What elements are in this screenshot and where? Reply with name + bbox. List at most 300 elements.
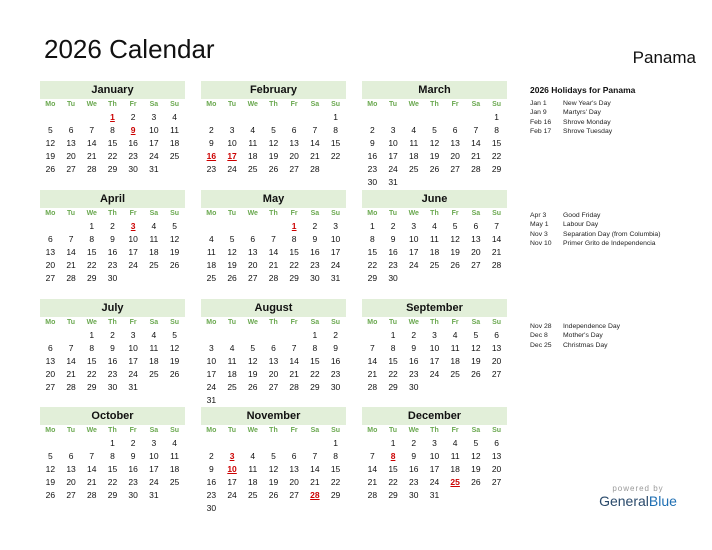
day-cell[interactable]: 16 bbox=[409, 464, 419, 474]
day-cell[interactable]: 27 bbox=[248, 273, 258, 283]
day-cell[interactable]: 26 bbox=[169, 260, 180, 270]
day-cell[interactable]: 8 bbox=[333, 125, 338, 135]
day-cell[interactable]: 8 bbox=[291, 234, 297, 244]
day-cell[interactable]: 3 bbox=[229, 451, 235, 461]
day-cell[interactable]: 4 bbox=[250, 125, 256, 135]
day-cell[interactable]: 2 bbox=[333, 330, 338, 340]
day-cell[interactable]: 3 bbox=[130, 330, 136, 340]
day-cell[interactable]: 28 bbox=[289, 382, 299, 392]
day-cell[interactable]: 4 bbox=[151, 330, 157, 340]
day-cell[interactable]: 14 bbox=[310, 138, 320, 148]
day-cell[interactable]: 3 bbox=[333, 221, 338, 231]
day-cell[interactable]: 7 bbox=[89, 451, 95, 461]
day-cell[interactable]: 28 bbox=[491, 260, 502, 270]
day-cell[interactable]: 26 bbox=[268, 164, 279, 174]
day-cell[interactable]: 6 bbox=[473, 221, 479, 231]
day-cell[interactable]: 21 bbox=[268, 260, 279, 270]
day-cell[interactable]: 22 bbox=[388, 369, 398, 379]
day-cell[interactable]: 30 bbox=[128, 490, 138, 500]
day-cell[interactable]: 2 bbox=[110, 330, 115, 340]
day-cell[interactable]: 6 bbox=[271, 343, 276, 353]
day-cell[interactable]: 7 bbox=[369, 343, 375, 353]
day-cell[interactable]: 9 bbox=[110, 343, 115, 353]
day-cell[interactable]: 18 bbox=[429, 247, 440, 257]
day-cell[interactable]: 8 bbox=[333, 451, 338, 461]
day-cell[interactable]: 29 bbox=[289, 273, 299, 283]
day-cell[interactable]: 14 bbox=[367, 356, 378, 366]
day-cell[interactable]: 30 bbox=[409, 490, 419, 500]
day-cell[interactable]: 11 bbox=[430, 234, 439, 244]
brand-logo[interactable] bbox=[590, 484, 686, 509]
day-cell[interactable]: 13 bbox=[450, 138, 460, 148]
day-cell[interactable]: 23 bbox=[388, 260, 398, 270]
day-cell[interactable]: 8 bbox=[390, 451, 396, 461]
day-cell[interactable]: 19 bbox=[45, 477, 56, 487]
day-cell[interactable]: 28 bbox=[367, 490, 378, 500]
day-cell[interactable]: 2 bbox=[312, 221, 318, 231]
day-cell[interactable]: 29 bbox=[87, 273, 97, 283]
day-cell[interactable]: 15 bbox=[289, 247, 299, 257]
day-cell[interactable]: 9 bbox=[312, 234, 318, 244]
day-cell[interactable]: 28 bbox=[471, 164, 481, 174]
day-cell[interactable]: 13 bbox=[289, 138, 299, 148]
day-cell[interactable]: 25 bbox=[227, 382, 237, 392]
day-cell[interactable]: 29 bbox=[87, 382, 97, 392]
day-cell[interactable]: 17 bbox=[128, 356, 138, 366]
day-cell[interactable]: 24 bbox=[128, 369, 138, 379]
day-cell[interactable]: 25 bbox=[169, 151, 180, 161]
day-cell[interactable]: 31 bbox=[330, 273, 341, 283]
day-cell[interactable]: 26 bbox=[169, 369, 180, 379]
day-cell[interactable]: 29 bbox=[491, 164, 502, 174]
day-cell[interactable]: 20 bbox=[268, 369, 279, 379]
day-cell[interactable]: 19 bbox=[450, 247, 460, 257]
day-cell[interactable]: 10 bbox=[128, 234, 138, 244]
day-cell[interactable]: 19 bbox=[227, 260, 237, 270]
day-cell[interactable]: 12 bbox=[248, 356, 258, 366]
day-cell[interactable]: 16 bbox=[388, 247, 398, 257]
day-cell[interactable]: 10 bbox=[330, 234, 341, 244]
day-cell[interactable]: 12 bbox=[429, 138, 440, 148]
day-cell[interactable]: 24 bbox=[149, 477, 159, 487]
day-cell[interactable]: 13 bbox=[491, 451, 502, 461]
day-cell[interactable]: 19 bbox=[169, 247, 180, 257]
day-cell[interactable]: 13 bbox=[491, 343, 502, 353]
day-cell[interactable]: 7 bbox=[68, 343, 74, 353]
day-cell[interactable]: 26 bbox=[471, 369, 481, 379]
day-cell[interactable]: 4 bbox=[452, 330, 458, 340]
day-cell[interactable]: 2 bbox=[130, 112, 136, 122]
day-cell[interactable]: 26 bbox=[227, 273, 237, 283]
day-cell[interactable]: 10 bbox=[149, 451, 159, 461]
day-cell[interactable]: 13 bbox=[45, 247, 56, 257]
day-cell[interactable]: 2 bbox=[390, 221, 396, 231]
day-cell[interactable]: 20 bbox=[66, 477, 76, 487]
day-cell[interactable]: 17 bbox=[409, 247, 419, 257]
day-cell[interactable]: 2 bbox=[130, 438, 136, 448]
day-cell[interactable]: 14 bbox=[268, 247, 279, 257]
day-cell[interactable]: 30 bbox=[107, 382, 118, 392]
day-cell[interactable]: 17 bbox=[429, 356, 440, 366]
day-cell[interactable]: 11 bbox=[450, 343, 460, 353]
day-cell[interactable]: 5 bbox=[229, 234, 235, 244]
day-cell[interactable]: 4 bbox=[172, 112, 177, 122]
day-cell[interactable]: 10 bbox=[149, 125, 159, 135]
day-cell[interactable]: 21 bbox=[87, 151, 97, 161]
day-cell[interactable]: 28 bbox=[66, 382, 76, 392]
day-cell[interactable]: 19 bbox=[268, 151, 279, 161]
day-cell[interactable]: 9 bbox=[390, 234, 396, 244]
day-cell[interactable]: 18 bbox=[248, 151, 258, 161]
day-cell[interactable]: 17 bbox=[330, 247, 341, 257]
day-cell[interactable]: 12 bbox=[227, 247, 237, 257]
day-cell[interactable]: 5 bbox=[47, 125, 53, 135]
day-cell[interactable]: 16 bbox=[107, 356, 118, 366]
day-cell[interactable]: 22 bbox=[87, 369, 97, 379]
day-cell[interactable]: 30 bbox=[367, 177, 378, 187]
day-cell[interactable]: 30 bbox=[388, 273, 398, 283]
day-cell[interactable]: 25 bbox=[149, 260, 159, 270]
day-cell[interactable]: 18 bbox=[149, 247, 159, 257]
day-cell[interactable]: 30 bbox=[409, 382, 419, 392]
day-cell[interactable]: 2 bbox=[369, 125, 375, 135]
day-cell[interactable]: 26 bbox=[471, 477, 481, 487]
day-cell[interactable]: 14 bbox=[87, 464, 97, 474]
day-cell[interactable]: 12 bbox=[169, 343, 180, 353]
day-cell[interactable]: 20 bbox=[471, 247, 481, 257]
day-cell[interactable]: 19 bbox=[429, 151, 440, 161]
day-cell[interactable]: 3 bbox=[229, 125, 235, 135]
day-cell[interactable]: 4 bbox=[229, 343, 235, 353]
day-cell[interactable]: 3 bbox=[208, 343, 214, 353]
day-cell[interactable]: 1 bbox=[291, 221, 297, 231]
day-cell[interactable]: 9 bbox=[208, 138, 214, 148]
day-cell[interactable]: 1 bbox=[494, 112, 499, 122]
day-cell[interactable]: 27 bbox=[268, 382, 279, 392]
day-cell[interactable]: 22 bbox=[107, 477, 118, 487]
day-cell[interactable]: 1 bbox=[333, 438, 338, 448]
day-cell[interactable]: 10 bbox=[227, 464, 237, 474]
day-cell[interactable]: 11 bbox=[409, 138, 419, 148]
day-cell[interactable]: 23 bbox=[107, 369, 118, 379]
day-cell[interactable]: 18 bbox=[169, 138, 180, 148]
day-cell[interactable]: 23 bbox=[107, 260, 118, 270]
day-cell[interactable]: 11 bbox=[170, 125, 179, 135]
day-cell[interactable]: 19 bbox=[45, 151, 56, 161]
day-cell[interactable]: 16 bbox=[310, 247, 320, 257]
day-cell[interactable]: 20 bbox=[66, 151, 76, 161]
day-cell[interactable]: 3 bbox=[151, 438, 157, 448]
day-cell[interactable]: 14 bbox=[491, 234, 502, 244]
day-cell[interactable]: 18 bbox=[248, 477, 258, 487]
day-cell[interactable]: 22 bbox=[330, 151, 341, 161]
day-cell[interactable]: 24 bbox=[330, 260, 341, 270]
day-cell[interactable]: 13 bbox=[289, 464, 299, 474]
day-cell[interactable]: 10 bbox=[429, 343, 440, 353]
day-cell[interactable]: 21 bbox=[289, 369, 299, 379]
day-cell[interactable]: 1 bbox=[333, 112, 338, 122]
day-cell[interactable]: 17 bbox=[149, 464, 159, 474]
day-cell[interactable]: 1 bbox=[369, 221, 375, 231]
day-cell[interactable]: 3 bbox=[411, 221, 417, 231]
day-cell[interactable]: 1 bbox=[89, 221, 95, 231]
day-cell[interactable]: 23 bbox=[206, 164, 217, 174]
day-cell[interactable]: 12 bbox=[45, 464, 56, 474]
day-cell[interactable]: 20 bbox=[491, 356, 502, 366]
day-cell[interactable]: 4 bbox=[411, 125, 417, 135]
day-cell[interactable]: 6 bbox=[291, 451, 297, 461]
day-cell[interactable]: 18 bbox=[227, 369, 237, 379]
day-cell[interactable]: 17 bbox=[429, 464, 440, 474]
day-cell[interactable]: 15 bbox=[367, 247, 378, 257]
day-cell[interactable]: 23 bbox=[330, 369, 341, 379]
day-cell[interactable]: 31 bbox=[149, 490, 159, 500]
day-cell[interactable]: 16 bbox=[409, 356, 419, 366]
day-cell[interactable]: 13 bbox=[45, 356, 56, 366]
day-cell[interactable]: 14 bbox=[87, 138, 97, 148]
day-cell[interactable]: 12 bbox=[268, 138, 279, 148]
day-cell[interactable]: 29 bbox=[107, 490, 118, 500]
day-cell[interactable]: 8 bbox=[89, 234, 95, 244]
day-cell[interactable]: 26 bbox=[45, 490, 56, 500]
day-cell[interactable]: 31 bbox=[128, 382, 138, 392]
day-cell[interactable]: 19 bbox=[268, 477, 279, 487]
day-cell[interactable]: 22 bbox=[330, 477, 341, 487]
day-cell[interactable]: 5 bbox=[452, 221, 458, 231]
day-cell[interactable]: 12 bbox=[471, 451, 481, 461]
day-cell[interactable]: 16 bbox=[367, 151, 378, 161]
day-cell[interactable]: 24 bbox=[429, 369, 440, 379]
day-cell[interactable]: 6 bbox=[47, 343, 53, 353]
day-cell[interactable]: 28 bbox=[268, 273, 279, 283]
day-cell[interactable]: 19 bbox=[471, 464, 481, 474]
day-cell[interactable]: 7 bbox=[473, 125, 479, 135]
day-cell[interactable]: 9 bbox=[369, 138, 375, 148]
day-cell[interactable]: 17 bbox=[227, 477, 237, 487]
day-cell[interactable]: 1 bbox=[312, 330, 318, 340]
day-cell[interactable]: 17 bbox=[128, 247, 138, 257]
day-cell[interactable]: 13 bbox=[268, 356, 279, 366]
day-cell[interactable]: 6 bbox=[250, 234, 256, 244]
day-cell[interactable]: 14 bbox=[289, 356, 299, 366]
day-cell[interactable]: 21 bbox=[310, 477, 320, 487]
day-cell[interactable]: 3 bbox=[432, 330, 437, 340]
day-cell[interactable]: 4 bbox=[208, 234, 214, 244]
day-cell[interactable]: 20 bbox=[248, 260, 258, 270]
day-cell[interactable]: 3 bbox=[390, 125, 396, 135]
day-cell[interactable]: 9 bbox=[411, 343, 417, 353]
day-cell[interactable]: 7 bbox=[68, 234, 74, 244]
day-cell[interactable]: 28 bbox=[87, 490, 97, 500]
day-cell[interactable]: 23 bbox=[409, 369, 419, 379]
day-cell[interactable]: 10 bbox=[409, 234, 419, 244]
day-cell[interactable]: 9 bbox=[208, 464, 214, 474]
day-cell[interactable]: 25 bbox=[450, 369, 460, 379]
day-cell[interactable]: 22 bbox=[491, 151, 502, 161]
day-cell[interactable]: 18 bbox=[206, 260, 217, 270]
day-cell[interactable]: 23 bbox=[206, 490, 217, 500]
day-cell[interactable]: 8 bbox=[312, 343, 318, 353]
day-cell[interactable]: 20 bbox=[45, 260, 56, 270]
day-cell[interactable]: 22 bbox=[388, 477, 398, 487]
day-cell[interactable]: 27 bbox=[66, 490, 76, 500]
day-cell[interactable]: 24 bbox=[128, 260, 138, 270]
day-cell[interactable]: 15 bbox=[107, 138, 118, 148]
day-cell[interactable]: 15 bbox=[330, 464, 341, 474]
day-cell[interactable]: 28 bbox=[310, 164, 320, 174]
day-cell[interactable]: 16 bbox=[330, 356, 341, 366]
day-cell[interactable]: 25 bbox=[450, 477, 460, 487]
day-cell[interactable]: 6 bbox=[452, 125, 458, 135]
day-cell[interactable]: 7 bbox=[291, 343, 297, 353]
day-cell[interactable]: 27 bbox=[289, 490, 299, 500]
day-cell[interactable]: 23 bbox=[310, 260, 320, 270]
day-cell[interactable]: 20 bbox=[450, 151, 460, 161]
day-cell[interactable]: 13 bbox=[248, 247, 258, 257]
day-cell[interactable]: 20 bbox=[289, 477, 299, 487]
day-cell[interactable]: 31 bbox=[388, 177, 398, 187]
day-cell[interactable]: 15 bbox=[87, 247, 97, 257]
day-cell[interactable]: 5 bbox=[271, 125, 276, 135]
day-cell[interactable]: 24 bbox=[409, 260, 419, 270]
day-cell[interactable]: 15 bbox=[388, 356, 398, 366]
day-cell[interactable]: 27 bbox=[45, 382, 56, 392]
day-cell[interactable]: 5 bbox=[47, 451, 53, 461]
day-cell[interactable]: 21 bbox=[310, 151, 320, 161]
day-cell[interactable]: 31 bbox=[149, 164, 159, 174]
day-cell[interactable]: 24 bbox=[429, 477, 440, 487]
day-cell[interactable]: 17 bbox=[149, 138, 159, 148]
day-cell[interactable]: 10 bbox=[429, 451, 440, 461]
day-cell[interactable]: 5 bbox=[473, 438, 479, 448]
day-cell[interactable]: 8 bbox=[390, 343, 396, 353]
day-cell[interactable]: 5 bbox=[172, 330, 177, 340]
day-cell[interactable]: 4 bbox=[432, 221, 437, 231]
day-cell[interactable]: 4 bbox=[452, 438, 458, 448]
day-cell[interactable]: 8 bbox=[89, 343, 95, 353]
day-cell[interactable]: 17 bbox=[388, 151, 398, 161]
day-cell[interactable]: 15 bbox=[107, 464, 118, 474]
day-cell[interactable]: 7 bbox=[312, 451, 318, 461]
day-cell[interactable]: 6 bbox=[68, 125, 74, 135]
day-cell[interactable]: 17 bbox=[206, 369, 217, 379]
day-cell[interactable]: 18 bbox=[450, 464, 460, 474]
day-cell[interactable]: 2 bbox=[208, 125, 214, 135]
day-cell[interactable]: 15 bbox=[491, 138, 502, 148]
day-cell[interactable]: 4 bbox=[250, 451, 256, 461]
day-cell[interactable]: 15 bbox=[388, 464, 398, 474]
day-cell[interactable]: 14 bbox=[66, 247, 76, 257]
day-cell[interactable]: 29 bbox=[388, 490, 398, 500]
day-cell[interactable]: 2 bbox=[411, 438, 417, 448]
day-cell[interactable]: 15 bbox=[87, 356, 97, 366]
day-cell[interactable]: 5 bbox=[271, 451, 276, 461]
day-cell[interactable]: 3 bbox=[130, 221, 136, 231]
day-cell[interactable]: 9 bbox=[130, 125, 136, 135]
day-cell[interactable]: 11 bbox=[248, 138, 258, 148]
day-cell[interactable]: 25 bbox=[206, 273, 217, 283]
day-cell[interactable]: 20 bbox=[45, 369, 56, 379]
day-cell[interactable]: 10 bbox=[388, 138, 398, 148]
day-cell[interactable]: 16 bbox=[107, 247, 118, 257]
day-cell[interactable]: 18 bbox=[149, 356, 159, 366]
day-cell[interactable]: 3 bbox=[432, 438, 437, 448]
day-cell[interactable]: 6 bbox=[291, 125, 297, 135]
day-cell[interactable]: 21 bbox=[66, 369, 76, 379]
day-cell[interactable]: 25 bbox=[169, 477, 180, 487]
day-cell[interactable]: 21 bbox=[491, 247, 502, 257]
day-cell[interactable]: 15 bbox=[330, 138, 341, 148]
day-cell[interactable]: 13 bbox=[471, 234, 481, 244]
day-cell[interactable]: 30 bbox=[310, 273, 320, 283]
day-cell[interactable]: 31 bbox=[206, 395, 217, 405]
day-cell[interactable]: 6 bbox=[68, 451, 74, 461]
day-cell[interactable]: 11 bbox=[450, 451, 460, 461]
day-cell[interactable]: 21 bbox=[367, 477, 378, 487]
day-cell[interactable]: 28 bbox=[66, 273, 76, 283]
day-cell[interactable]: 21 bbox=[471, 151, 481, 161]
day-cell[interactable]: 24 bbox=[227, 490, 237, 500]
day-cell[interactable]: 27 bbox=[471, 260, 481, 270]
day-cell[interactable]: 11 bbox=[206, 247, 216, 257]
day-cell[interactable]: 10 bbox=[227, 138, 237, 148]
day-cell[interactable]: 27 bbox=[450, 164, 460, 174]
day-cell[interactable]: 24 bbox=[206, 382, 217, 392]
day-cell[interactable]: 22 bbox=[367, 260, 378, 270]
day-cell[interactable]: 16 bbox=[206, 151, 217, 161]
day-cell[interactable]: 29 bbox=[388, 382, 398, 392]
day-cell[interactable]: 16 bbox=[128, 138, 138, 148]
day-cell[interactable]: 22 bbox=[310, 369, 320, 379]
day-cell[interactable]: 26 bbox=[268, 490, 279, 500]
day-cell[interactable]: 25 bbox=[248, 164, 258, 174]
day-cell[interactable]: 18 bbox=[450, 356, 460, 366]
day-cell[interactable]: 25 bbox=[429, 260, 440, 270]
day-cell[interactable]: 1 bbox=[390, 438, 396, 448]
day-cell[interactable]: 22 bbox=[107, 151, 118, 161]
day-cell[interactable]: 26 bbox=[429, 164, 440, 174]
day-cell[interactable]: 12 bbox=[268, 464, 279, 474]
day-cell[interactable]: 22 bbox=[87, 260, 97, 270]
day-cell[interactable]: 25 bbox=[409, 164, 419, 174]
day-cell[interactable]: 6 bbox=[494, 438, 499, 448]
day-cell[interactable]: 7 bbox=[271, 234, 276, 244]
day-cell[interactable]: 31 bbox=[429, 490, 440, 500]
day-cell[interactable]: 13 bbox=[66, 464, 76, 474]
day-cell[interactable]: 19 bbox=[471, 356, 481, 366]
day-cell[interactable]: 5 bbox=[473, 330, 479, 340]
day-cell[interactable]: 1 bbox=[110, 438, 115, 448]
day-cell[interactable]: 26 bbox=[248, 382, 258, 392]
day-cell[interactable]: 27 bbox=[66, 164, 76, 174]
day-cell[interactable]: 1 bbox=[89, 330, 95, 340]
day-cell[interactable]: 9 bbox=[411, 451, 417, 461]
day-cell[interactable]: 7 bbox=[369, 451, 375, 461]
day-cell[interactable]: 8 bbox=[110, 451, 115, 461]
day-cell[interactable]: 15 bbox=[310, 356, 320, 366]
day-cell[interactable]: 14 bbox=[471, 138, 481, 148]
day-cell[interactable]: 18 bbox=[409, 151, 419, 161]
day-cell[interactable]: 29 bbox=[367, 273, 378, 283]
day-cell[interactable]: 21 bbox=[367, 369, 378, 379]
day-cell[interactable]: 12 bbox=[450, 234, 460, 244]
day-cell[interactable]: 29 bbox=[107, 164, 118, 174]
day-cell[interactable]: 25 bbox=[149, 369, 159, 379]
day-cell[interactable]: 18 bbox=[169, 464, 180, 474]
day-cell[interactable]: 14 bbox=[310, 464, 320, 474]
day-cell[interactable]: 2 bbox=[411, 330, 417, 340]
day-cell[interactable]: 22 bbox=[289, 260, 299, 270]
